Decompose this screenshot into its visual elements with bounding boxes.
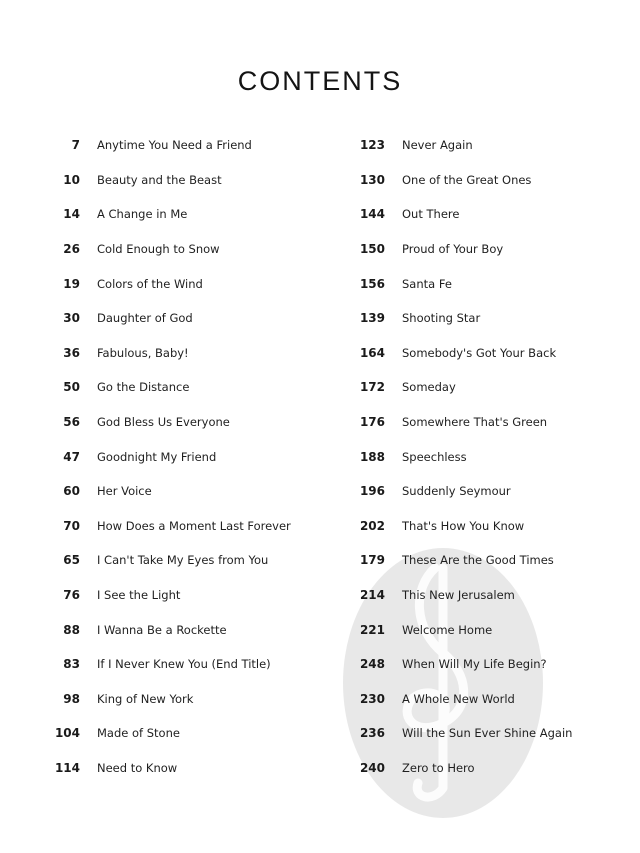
- toc-entry: [40, 301, 330, 336]
- toc-page-number: 10: [63, 172, 80, 187]
- toc-song-title: That's How You Know: [402, 518, 525, 533]
- toc-entry: [345, 336, 625, 371]
- toc-page-number: 196: [359, 484, 385, 499]
- toc-song-title: Daughter of God: [97, 311, 193, 326]
- toc-entry: [345, 612, 625, 647]
- toc-entry: [40, 751, 330, 786]
- toc-entry: [40, 474, 330, 509]
- toc-song-title: Proud of Your Boy: [402, 242, 504, 257]
- toc-song-title: Santa Fe: [402, 276, 452, 291]
- toc-song-title: Cold Enough to Snow: [97, 242, 220, 257]
- toc-song-title: A Whole New World: [402, 691, 515, 706]
- toc-song-title: If I Never Knew You (End Title): [97, 657, 271, 672]
- toc-entry: [345, 716, 625, 751]
- toc-song-title: Speechless: [402, 449, 467, 464]
- toc-page-number: 14: [63, 207, 80, 222]
- toc-entry: [345, 578, 625, 613]
- toc-entry: [40, 163, 330, 198]
- toc-page-number: 188: [359, 449, 385, 464]
- toc-entry: [345, 751, 625, 786]
- toc-page-number: 76: [63, 588, 80, 603]
- toc-entry: [40, 128, 330, 163]
- toc-song-title: When Will My Life Begin?: [402, 657, 547, 672]
- toc-page-number: 88: [63, 622, 80, 637]
- toc-entry: [345, 197, 625, 232]
- toc-page-number: 156: [359, 276, 385, 291]
- toc-entry: [345, 266, 625, 301]
- toc-page-number: 114: [54, 760, 80, 775]
- toc-entry: [345, 163, 625, 198]
- toc-page-number: 179: [359, 553, 385, 568]
- toc-song-title: Somewhere That's Green: [402, 415, 548, 430]
- toc-page-number: 214: [359, 588, 385, 603]
- toc-entry: [40, 266, 330, 301]
- toc-song-title: Never Again: [402, 138, 473, 153]
- toc-entry: [40, 612, 330, 647]
- toc-entry: [345, 370, 625, 405]
- toc-entry: [345, 543, 625, 578]
- toc-entry: [40, 647, 330, 682]
- toc-song-title: Goodnight My Friend: [97, 449, 217, 464]
- toc-entry: [40, 716, 330, 751]
- toc-page-number: 60: [63, 484, 80, 499]
- toc-page-number: 202: [359, 518, 385, 533]
- toc-song-title: Made of Stone: [97, 726, 180, 741]
- toc-song-title: Shooting Star: [402, 311, 481, 326]
- toc-page-number: 70: [63, 518, 80, 533]
- toc-page-number: 65: [63, 553, 80, 568]
- toc-entry: [40, 336, 330, 371]
- toc-song-title: Fabulous, Baby!: [97, 345, 189, 360]
- toc-song-title: Welcome Home: [402, 622, 493, 637]
- toc-entry: [345, 439, 625, 474]
- toc-page-number: 123: [359, 138, 385, 153]
- toc-entry: [345, 232, 625, 267]
- toc-entry: [40, 509, 330, 544]
- toc-entry: [40, 405, 330, 440]
- toc-entry: [40, 543, 330, 578]
- toc-entry: [40, 439, 330, 474]
- toc-song-title: Colors of the Wind: [97, 276, 203, 291]
- toc-song-title: One of the Great Ones: [402, 172, 532, 187]
- contents-left-column: [40, 128, 330, 785]
- toc-page-number: 230: [359, 691, 385, 706]
- toc-page-number: 150: [359, 242, 385, 257]
- toc-song-title: Go the Distance: [97, 380, 190, 395]
- toc-entry: [345, 301, 625, 336]
- toc-song-title: Need to Know: [97, 760, 178, 775]
- toc-entry: [345, 128, 625, 163]
- toc-song-title: Suddenly Seymour: [402, 484, 511, 499]
- toc-page-number: 98: [63, 691, 80, 706]
- toc-song-title: Will the Sun Ever Shine Again: [402, 726, 573, 741]
- toc-page-number: 248: [359, 657, 385, 672]
- toc-page-number: 236: [359, 726, 385, 741]
- toc-entry: [345, 474, 625, 509]
- toc-entry: [40, 682, 330, 717]
- toc-song-title: Anytime You Need a Friend: [97, 138, 252, 153]
- toc-page-number: 83: [63, 657, 80, 672]
- toc-song-title: Beauty and the Beast: [97, 172, 222, 187]
- toc-entry: [345, 682, 625, 717]
- toc-entry: [345, 405, 625, 440]
- toc-entry: [40, 232, 330, 267]
- contents-right-column: [345, 128, 625, 785]
- toc-page-number: 47: [63, 449, 80, 464]
- toc-page-number: 221: [359, 622, 385, 637]
- toc-page-number: 7: [71, 138, 80, 153]
- toc-song-title: I Wanna Be a Rockette: [97, 622, 227, 637]
- toc-page-number: 56: [63, 415, 80, 430]
- toc-page-number: 26: [63, 242, 80, 257]
- toc-page-number: 164: [359, 345, 385, 360]
- toc-page-number: 36: [63, 345, 80, 360]
- toc-page-number: 176: [359, 415, 385, 430]
- toc-page-number: 240: [359, 760, 385, 775]
- toc-song-title: Her Voice: [97, 484, 152, 499]
- toc-song-title: Someday: [402, 380, 456, 395]
- toc-song-title: I See the Light: [97, 588, 181, 603]
- toc-song-title: How Does a Moment Last Forever: [97, 518, 291, 533]
- toc-song-title: These Are the Good Times: [402, 553, 554, 568]
- toc-song-title: A Change in Me: [97, 207, 188, 222]
- toc-song-title: Out There: [402, 207, 460, 222]
- toc-page-number: 139: [359, 311, 385, 326]
- toc-page-number: 30: [63, 311, 80, 326]
- toc-entry: [40, 197, 330, 232]
- toc-page-number: 144: [359, 207, 385, 222]
- toc-page-number: 130: [359, 172, 385, 187]
- toc-entry: [40, 370, 330, 405]
- page-title: CONTENTS: [237, 66, 403, 96]
- toc-song-title: God Bless Us Everyone: [97, 415, 230, 430]
- toc-song-title: Zero to Hero: [402, 760, 475, 775]
- toc-page-number: 172: [359, 380, 385, 395]
- toc-entry: [345, 647, 625, 682]
- toc-page-number: 19: [63, 276, 80, 291]
- toc-song-title: King of New York: [97, 691, 194, 706]
- toc-song-title: Somebody's Got Your Back: [402, 345, 557, 360]
- toc-page-number: 50: [63, 380, 80, 395]
- toc-page-number: 104: [54, 726, 80, 741]
- toc-entry: [345, 509, 625, 544]
- toc-song-title: I Can't Take My Eyes from You: [97, 553, 269, 568]
- toc-song-title: This New Jerusalem: [402, 588, 515, 603]
- toc-entry: [40, 578, 330, 613]
